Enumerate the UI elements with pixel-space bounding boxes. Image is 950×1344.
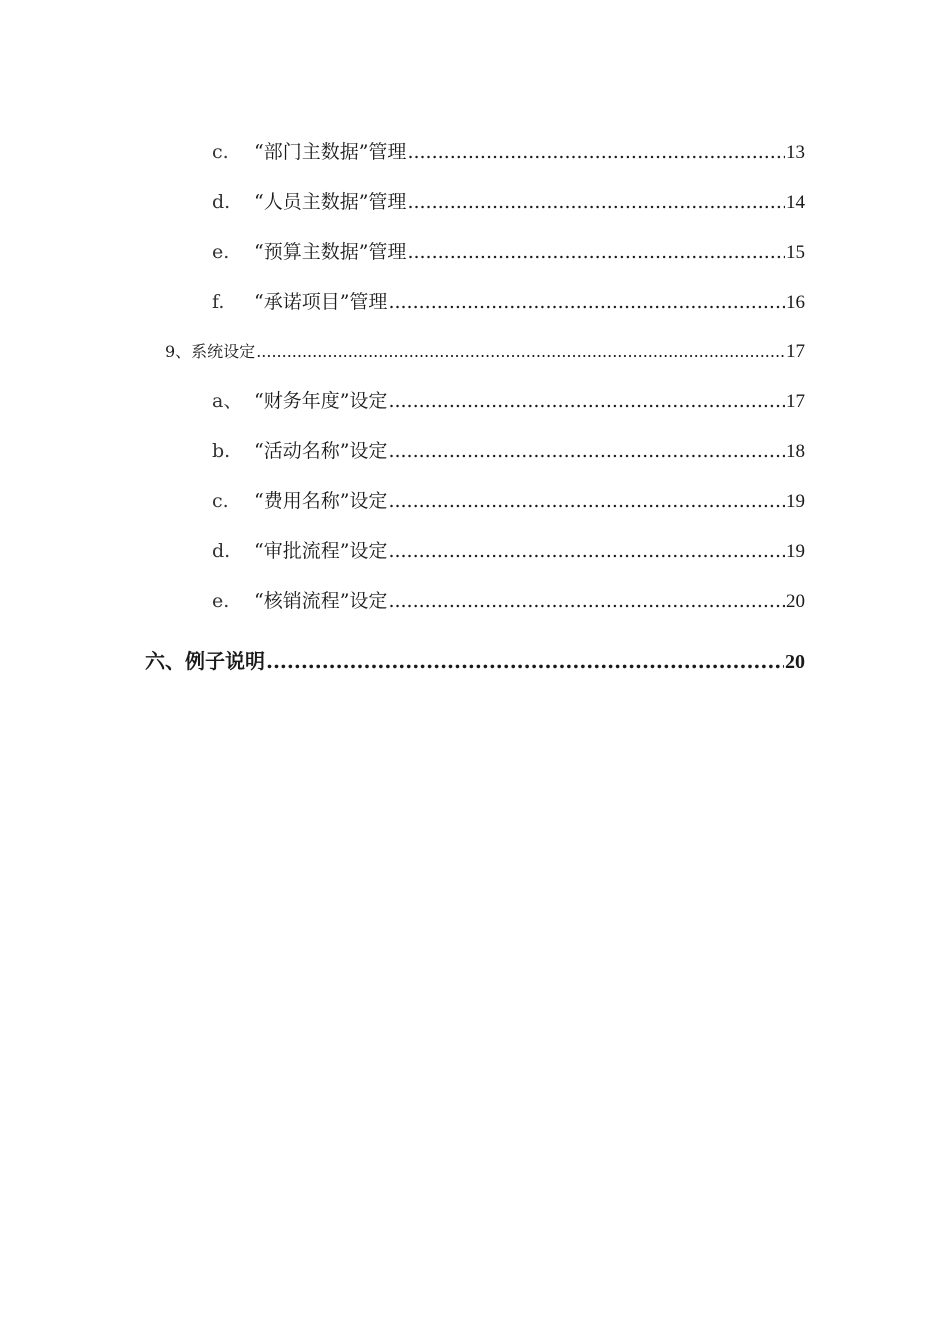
toc-title: “费用名称”设定	[254, 490, 388, 512]
toc-page-number: 14	[786, 192, 805, 213]
dot-leader	[388, 590, 785, 612]
toc-marker: e.	[212, 241, 230, 263]
toc-marker: d.	[212, 191, 231, 213]
dot-leader	[388, 490, 785, 512]
toc-entry[interactable]	[212, 287, 805, 315]
toc-marker: c.	[212, 141, 229, 163]
toc-entry[interactable]	[212, 386, 805, 414]
toc-title: “活动名称”设定	[254, 440, 388, 462]
toc-page-number: 17	[786, 341, 805, 362]
toc-title: “财务年度”设定	[254, 390, 388, 412]
toc-title: “承诺项目”管理	[254, 291, 388, 313]
dot-leader	[388, 291, 785, 313]
toc-title: “核销流程”设定	[254, 590, 388, 612]
toc-entry[interactable]	[145, 645, 805, 675]
toc-marker: a、	[212, 390, 243, 412]
toc-page-number: 20	[786, 591, 805, 612]
toc-marker: e.	[212, 590, 230, 612]
toc-entry[interactable]	[212, 237, 805, 265]
toc-page-number: 17	[786, 391, 805, 412]
dot-leader	[388, 390, 785, 412]
toc-page-number: 16	[786, 292, 805, 313]
toc-title: “预算主数据”管理	[254, 241, 407, 263]
toc-page-number: 19	[786, 491, 805, 512]
toc-page-number: 18	[786, 441, 805, 462]
dot-leader	[407, 241, 785, 263]
toc-page-number: 19	[786, 541, 805, 562]
toc-title: 六、例子说明	[145, 649, 265, 673]
toc-entry[interactable]	[212, 436, 805, 464]
toc-entry[interactable]	[212, 486, 805, 514]
dot-leader	[256, 342, 785, 361]
toc-entry[interactable]	[212, 586, 805, 614]
toc-page-number: 13	[786, 142, 805, 163]
toc-entry[interactable]	[212, 536, 805, 564]
dot-leader	[407, 141, 785, 163]
toc-page-number: 20	[785, 651, 805, 673]
dot-leader	[388, 440, 785, 462]
toc-title: “部门主数据”管理	[254, 141, 407, 163]
toc-title: 9、系统设定	[165, 342, 256, 361]
toc-title: “审批流程”设定	[254, 540, 388, 562]
toc-page-number: 15	[786, 242, 805, 263]
toc-entry[interactable]	[212, 187, 805, 215]
toc-title: “人员主数据”管理	[254, 191, 407, 213]
toc-entry[interactable]	[212, 137, 805, 165]
toc-marker: d.	[212, 540, 231, 562]
toc-entry[interactable]	[165, 339, 805, 363]
toc-marker: f.	[212, 291, 225, 313]
dot-leader	[407, 191, 785, 213]
toc-marker: c.	[212, 490, 229, 512]
dot-leader	[266, 649, 784, 673]
toc-marker: b.	[212, 440, 231, 462]
dot-leader	[388, 540, 785, 562]
